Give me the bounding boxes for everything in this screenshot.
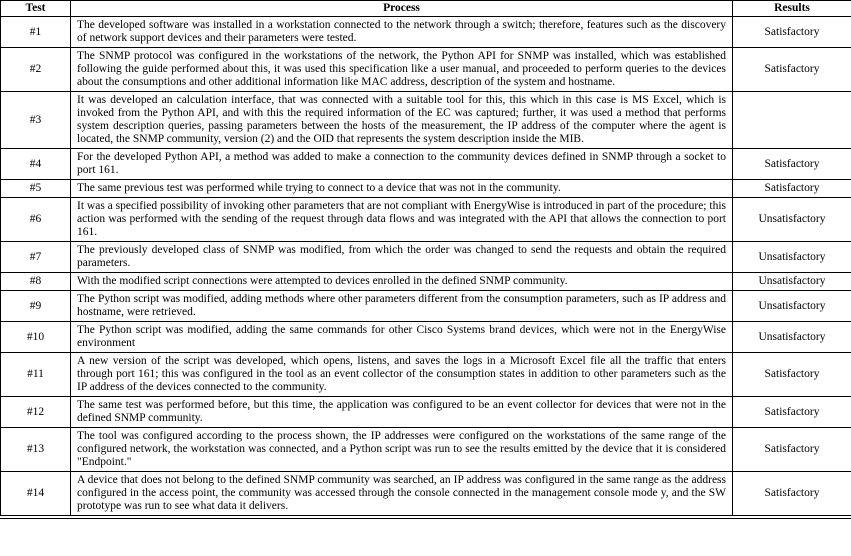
process-cell: The same previous test was performed while trying to connect to a device that was not in the community. [71, 180, 733, 198]
process-cell: A new version of the script was developed, which opens, listens, and saves the logs in a Microsoft Excel file all the traffic that enters through port 161; this was configured in the tool as an event collector of the consumption states in addition to other parameters such as the IP address of the devices connected to the community. [71, 353, 733, 397]
test-cell: #9 [1, 291, 71, 322]
table-row [1, 322, 851, 353]
table-body [1, 17, 851, 516]
table-row [1, 428, 851, 472]
table-row [1, 397, 851, 428]
col-header-process: Process [71, 1, 733, 17]
test-cell: #6 [1, 198, 71, 242]
result-cell: Unsatisfactory [733, 242, 851, 273]
result-cell: Satisfactory [733, 17, 851, 48]
test-cell: #7 [1, 242, 71, 273]
test-cell: #2 [1, 48, 71, 92]
process-cell: It was developed an calculation interface, that was connected with a suitable tool for this, this which in this case is MS Excel, which is invoked from the Python API, and with this the required information of the EC was captured; further, it was used a method that performs system description queries, passing parameters between the hosts of the measurement, the IP address of the computer where the agent is located, the SNMP community, version (2) and the OID that represents the system description inside the MIB. [71, 92, 733, 149]
result-cell: Satisfactory [733, 149, 851, 180]
test-cell: #11 [1, 353, 71, 397]
table-row [1, 198, 851, 242]
test-cell: #5 [1, 180, 71, 198]
process-cell: The previously developed class of SNMP was modified, from which the order was changed to send the requests and obtain the required parameters. [71, 242, 733, 273]
process-cell: With the modified script connections were attempted to devices enrolled in the defined SNMP community. [71, 273, 733, 291]
test-cell: #13 [1, 428, 71, 472]
result-cell: Satisfactory [733, 353, 851, 397]
col-header-results: Results [733, 1, 851, 17]
process-cell: A device that does not belong to the defined SNMP community was searched, an IP address was configured in the same range as the address configured in the access point, the community was accessed through the console connected in the management console mode y, and the SW prototype was run to see what data it delivers. [71, 472, 733, 516]
result-cell: Satisfactory [733, 180, 851, 198]
col-header-test: Test [1, 1, 71, 17]
table-row [1, 353, 851, 397]
table-header [1, 1, 851, 17]
table-row [1, 17, 851, 48]
result-cell: Satisfactory [733, 48, 851, 92]
process-cell: The developed software was installed in a workstation connected to the network through a switch; therefore, features such as the discovery of network support devices and their parameters were tested. [71, 17, 733, 48]
table-row [1, 242, 851, 273]
table-row [1, 180, 851, 198]
result-cell: Satisfactory [733, 428, 851, 472]
process-cell: The Python script was modified, adding the same commands for other Cisco Systems brand devices, which were not in the EnergyWise environment [71, 322, 733, 353]
table-row [1, 472, 851, 516]
test-cell: #8 [1, 273, 71, 291]
result-cell: Unsatisfactory [733, 322, 851, 353]
process-cell: It was a specified possibility of invoking other parameters that are not compliant with EnergyWise is introduced in part of the procedure; this action was performed with the sending of the request through data flows and was integrated with the API that allows the connection to port 161. [71, 198, 733, 242]
table-row [1, 149, 851, 180]
process-cell: The SNMP protocol was configured in the workstations of the network, the Python API for SNMP was installed, which was established following the guide performed about this, it was used this specification like a user manual, and proceeded to perform queries to the devices about the consumptions and other additional information like MAC address, description of the system and hostname. [71, 48, 733, 92]
result-cell: Unsatisfactory [733, 198, 851, 242]
result-cell: Satisfactory [733, 472, 851, 516]
test-cell: #10 [1, 322, 71, 353]
result-cell: Unsatisfactory [733, 273, 851, 291]
table-row [1, 291, 851, 322]
test-cell: #12 [1, 397, 71, 428]
test-cell: #14 [1, 472, 71, 516]
process-cell: The tool was configured according to the process shown, the IP addresses were configured on the workstations of the same range of the configured network, the workstation was connected, and a Python script was run to see the results emitted by the device that it is considered "Endpoint." [71, 428, 733, 472]
header-row [1, 1, 851, 17]
result-cell: Satisfactory [733, 397, 851, 428]
table-row [1, 48, 851, 92]
test-cell: #3 [1, 92, 71, 149]
process-cell: For the developed Python API, a method was added to make a connection to the community devices defined in SNMP through a socket to port 161. [71, 149, 733, 180]
table-row [1, 273, 851, 291]
table-bottom-rule [0, 518, 851, 519]
table-row [1, 92, 851, 149]
process-cell: The same test was performed before, but this time, the application was configured to be an event collector for devices that were not in the defined SNMP community. [71, 397, 733, 428]
result-cell [733, 92, 851, 149]
process-cell: The Python script was modified, adding methods where other parameters different from the consumption parameters, such as IP address and hostname, were retrieved. [71, 291, 733, 322]
result-cell: Unsatisfactory [733, 291, 851, 322]
test-cell: #4 [1, 149, 71, 180]
test-cell: #1 [1, 17, 71, 48]
